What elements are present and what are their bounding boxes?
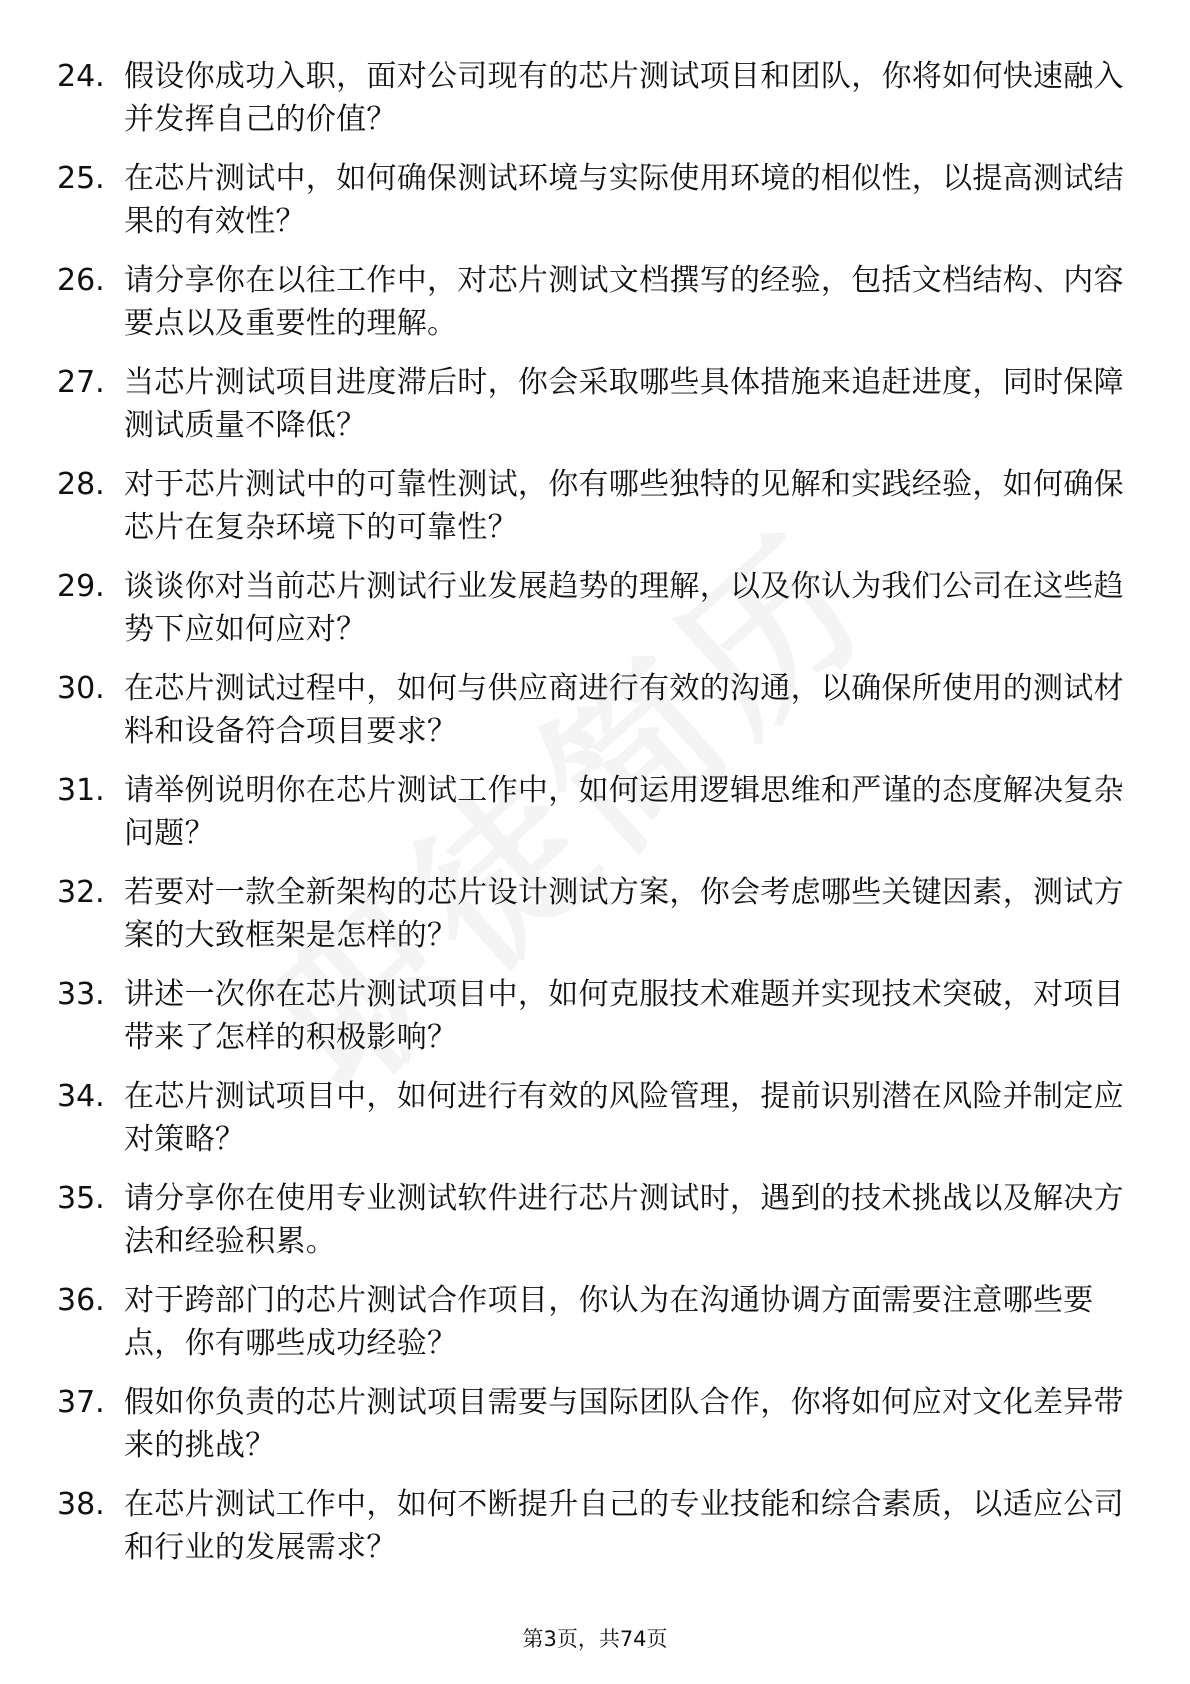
- question-text: 请分享你在使用专业测试软件进行芯片测试时，遇到的技术挑战以及解决方法和经验积累。: [124, 1181, 1124, 1259]
- question-text: 对于芯片测试中的可靠性测试，你有哪些独特的见解和实践经验，如何确保芯片在复杂环境下的可靠性？: [124, 467, 1124, 545]
- question-text: 假设你成功入职，面对公司现有的芯片测试项目和团队，你将如何快速融入并发挥自己的价值？: [124, 59, 1124, 137]
- question-number: 30.: [57, 671, 105, 706]
- question-number: 34.: [57, 1079, 105, 1114]
- question-item: [57, 1483, 1127, 1569]
- question-number: 36.: [57, 1283, 105, 1318]
- question-text: 讲述一次你在芯片测试项目中，如何克服技术难题并实现技术突破，对项目带来了怎样的积极影响？: [124, 977, 1124, 1055]
- question-number: 37.: [57, 1385, 105, 1420]
- question-item: [57, 871, 1127, 957]
- question-text: 请分享你在以往工作中，对芯片测试文档撰写的经验，包括文档结构、内容要点以及重要性的理解。: [124, 263, 1124, 341]
- question-list: [57, 55, 1127, 1585]
- question-number: 31.: [57, 773, 105, 808]
- question-item: [57, 667, 1127, 753]
- question-text: 对于跨部门的芯片测试合作项目，你认为在沟通协调方面需要注意哪些要点，你有哪些成功经验？: [124, 1283, 1094, 1361]
- question-item: [57, 55, 1127, 141]
- question-text: 当芯片测试项目进度滞后时，你会采取哪些具体措施来追赶进度，同时保障测试质量不降低？: [124, 365, 1124, 443]
- question-number: 29.: [57, 569, 105, 604]
- question-number: 26.: [57, 263, 105, 298]
- question-number: 38.: [57, 1487, 105, 1522]
- question-item: [57, 565, 1127, 651]
- question-text: 在芯片测试工作中，如何不断提升自己的专业技能和综合素质，以适应公司和行业的发展需求？: [124, 1487, 1124, 1565]
- question-text: 假如你负责的芯片测试项目需要与国际团队合作，你将如何应对文化差异带来的挑战？: [124, 1385, 1124, 1463]
- question-number: 32.: [57, 875, 105, 910]
- question-item: [57, 361, 1127, 447]
- question-number: 28.: [57, 467, 105, 502]
- question-number: 27.: [57, 365, 105, 400]
- question-text: 在芯片测试中，如何确保测试环境与实际使用环境的相似性，以提高测试结果的有效性？: [124, 161, 1124, 239]
- question-number: 24.: [57, 59, 105, 94]
- question-item: [57, 1177, 1127, 1263]
- question-number: 25.: [57, 161, 105, 196]
- question-item: [57, 1381, 1127, 1467]
- question-item: [57, 973, 1127, 1059]
- question-item: [57, 463, 1127, 549]
- question-item: [57, 769, 1127, 855]
- question-item: [57, 157, 1127, 243]
- question-text: 谈谈你对当前芯片测试行业发展趋势的理解，以及你认为我们公司在这些趋势下应如何应对？: [124, 569, 1124, 647]
- question-text: 若要对一款全新架构的芯片设计测试方案，你会考虑哪些关键因素，测试方案的大致框架是怎样的？: [124, 875, 1124, 953]
- question-text: 在芯片测试项目中，如何进行有效的风险管理，提前识别潜在风险并制定应对策略？: [124, 1079, 1124, 1157]
- question-number: 35.: [57, 1181, 105, 1216]
- question-item: [57, 1075, 1127, 1161]
- question-item: [57, 259, 1127, 345]
- question-number: 33.: [57, 977, 105, 1012]
- question-text: 请举例说明你在芯片测试工作中，如何运用逻辑思维和严谨的态度解决复杂问题？: [124, 773, 1124, 851]
- page-number-footer: 第3页，共74页: [522, 1627, 668, 1651]
- question-item: [57, 1279, 1127, 1365]
- question-text: 在芯片测试过程中，如何与供应商进行有效的沟通，以确保所使用的测试材料和设备符合项目要求？: [124, 671, 1124, 749]
